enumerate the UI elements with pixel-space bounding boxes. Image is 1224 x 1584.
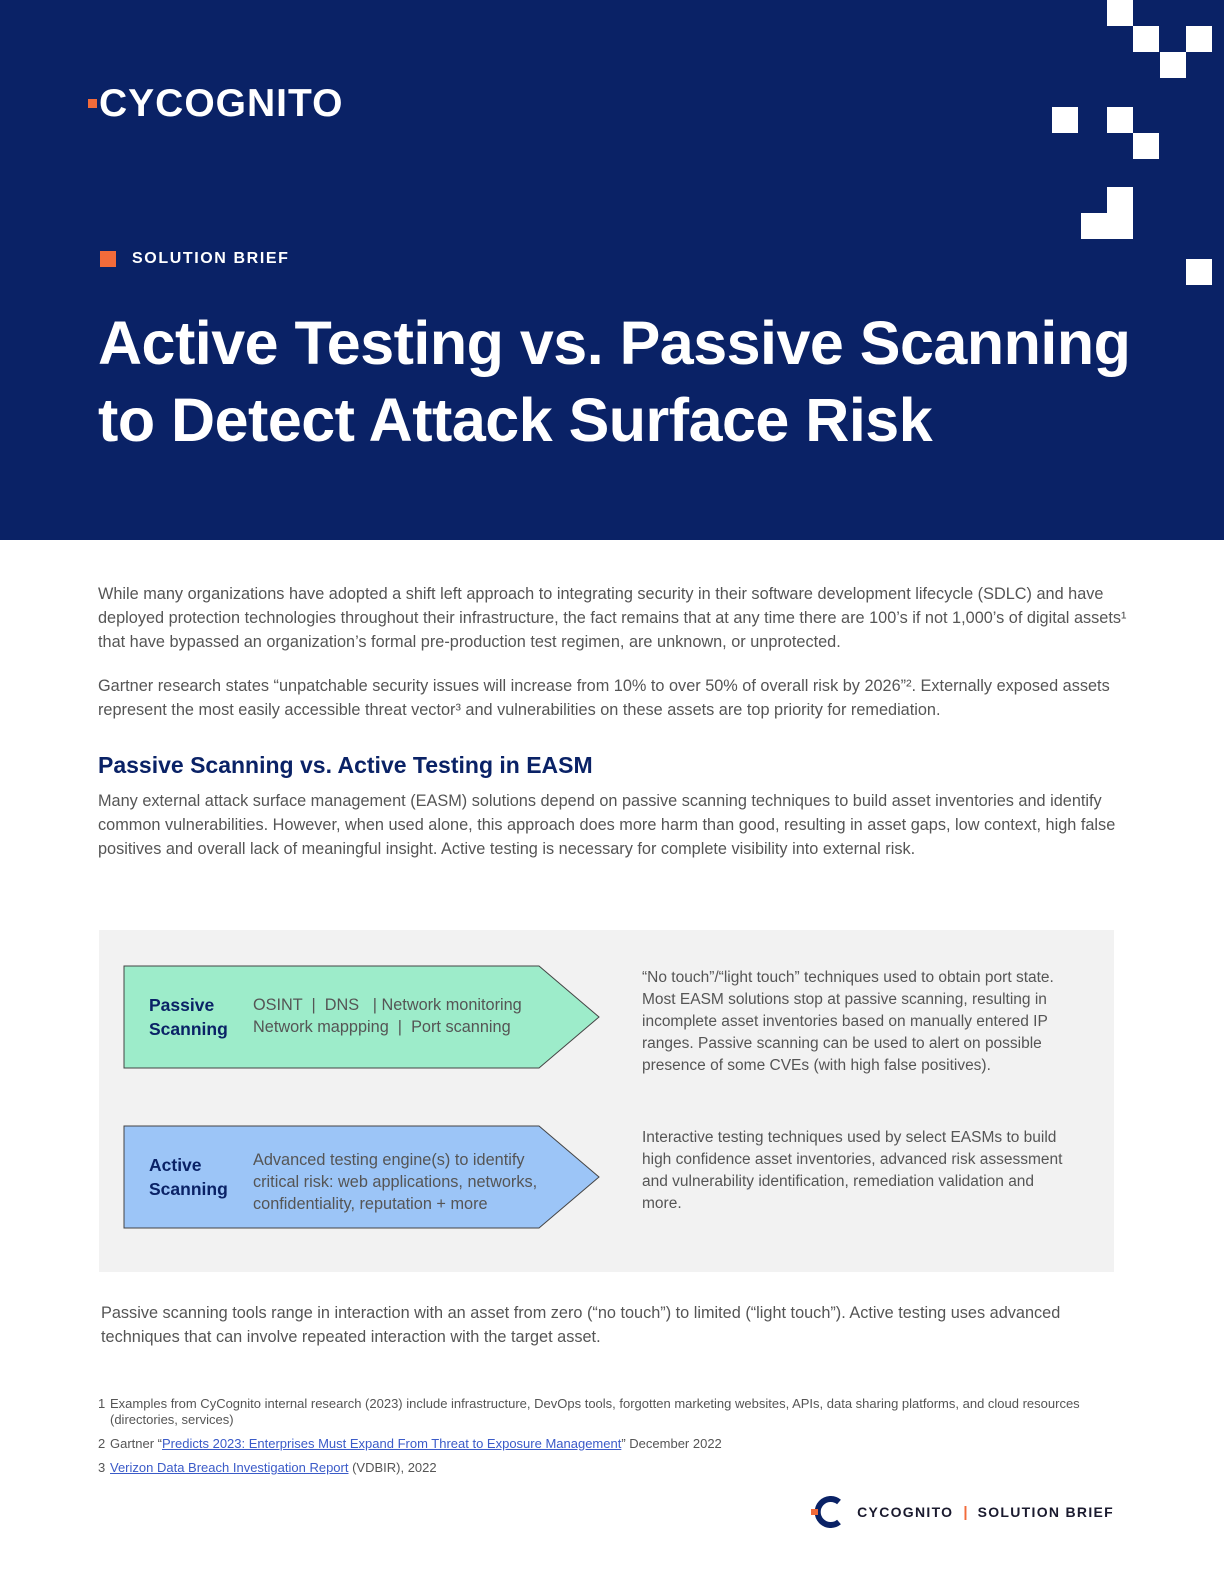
passive-body: [253, 994, 522, 1038]
decor-square: [1186, 26, 1212, 52]
footer-separator: |: [963, 1503, 968, 1521]
footnote-1: [98, 1396, 1128, 1428]
footnote-text: Examples from CyCognito internal research (2023) include infrastructure, DevOps tools, forgotten marketing websites, APIs, data sharing platforms, and cloud resources (directories, services): [110, 1396, 1080, 1427]
title-line-1: Active Testing vs. Passive Scanning: [98, 309, 1131, 377]
active-body-line-2: critical risk: web applications, networks,: [253, 1173, 538, 1191]
active-body-line-3: confidentiality, reputation + more: [253, 1195, 488, 1213]
decor-square: [1107, 187, 1133, 213]
decor-square: [1107, 107, 1133, 133]
active-body-line-1: Advanced testing engine(s) to identify: [253, 1151, 525, 1169]
logo: [88, 84, 343, 124]
decor-square: [1160, 52, 1186, 78]
footnote-link[interactable]: Predicts 2023: Enterprises Must Expand From Threat to Exposure Management: [162, 1436, 622, 1451]
footnote-3: [98, 1460, 1128, 1476]
decor-square: [1052, 107, 1078, 133]
footnote-suffix: (VDBIR), 2022: [348, 1460, 437, 1475]
section-heading: Passive Scanning vs. Active Testing in EASM: [98, 752, 593, 778]
intro-paragraph-1: While many organizations have adopted a shift left approach to integrating security in their software development lifecycle (SDLC) and have deployed protection technologies throughout their infrastructure, the fact remains that at any time there are 100’s if not 1,000’s of digital assets¹ that have bypassed an organization’s formal pre-production test regimen, are unknown, or unprotected.: [98, 585, 1127, 651]
footnote-number: 3: [98, 1460, 106, 1475]
decor-square: [1081, 213, 1133, 239]
active-label-line-2: Scanning: [149, 1179, 228, 1199]
passive-description: “No touch”/“light touch” techniques used to obtain port state. Most EASM solutions stop at passive scanning, resulting in incomplete asset inventories based on manually entered IP ranges. Passive scanning can be used to alert on possible presence of some CVEs (with high false positives).: [642, 969, 1054, 1074]
footnote-number: 1: [98, 1396, 106, 1411]
footnote-2: [98, 1436, 1128, 1452]
decor-square: [1133, 26, 1159, 52]
logo-text: CYCOGNITO: [99, 82, 344, 125]
footnote-link[interactable]: Verizon Data Breach Investigation Report: [110, 1460, 349, 1475]
active-label: [149, 1153, 228, 1201]
footnote-suffix: ” December 2022: [621, 1436, 722, 1451]
footnote-number: 2: [98, 1436, 106, 1451]
passive-body-line-1: OSINT | DNS | Network monitoring: [253, 996, 522, 1014]
summary-paragraph: Passive scanning tools range in interaction with an asset from zero (“no touch”) to limited (“light touch”). Active testing uses advanced techniques that can involve repeated interaction with the target asset.: [101, 1304, 1061, 1346]
footer-logo-icon: [811, 1496, 845, 1528]
footer: [811, 1496, 1114, 1528]
active-label-line-1: Active: [149, 1155, 202, 1175]
comparison-panel: [99, 930, 1114, 1272]
eyebrow-label: SOLUTION BRIEF: [132, 250, 290, 267]
page-title: [98, 305, 1148, 459]
footnotes: [98, 1396, 1128, 1484]
title-line-2: to Detect Attack Surface Risk: [98, 386, 933, 454]
decor-square: [1186, 259, 1212, 285]
decor-square: [1107, 0, 1133, 26]
hero-banner: [0, 0, 1224, 540]
decor-square: [1133, 133, 1159, 159]
passive-arrow: [123, 965, 601, 1069]
section-body: Many external attack surface management (EASM) solutions depend on passive scanning techniques to build asset inventories and identify common vulnerabilities. However, when used alone, this approach does more harm than good, resulting in asset gaps, low context, high false positives and overall lack of meaningful insight. Active testing is necessary for complete visibility into external risk.: [98, 792, 1116, 858]
active-arrow: [123, 1125, 601, 1229]
footer-brand: CYCOGNITO: [857, 1504, 954, 1520]
passive-label: [149, 993, 228, 1041]
active-description: Interactive testing techniques used by select EASMs to build high confidence asset inventories, advanced risk assessment and vulnerability identification, remediation validation and more.: [642, 1129, 1063, 1212]
logo-mark: [88, 99, 97, 108]
active-body: [253, 1149, 537, 1215]
eyebrow-square: [100, 251, 116, 267]
passive-body-line-2: Network mappping | Port scanning: [253, 1018, 511, 1036]
passive-label-line-2: Scanning: [149, 1019, 228, 1039]
eyebrow: [100, 250, 290, 268]
footer-label: SOLUTION BRIEF: [977, 1504, 1114, 1520]
passive-label-line-1: Passive: [149, 995, 215, 1015]
footnote-prefix: Gartner “: [110, 1436, 163, 1451]
intro-paragraph-2: Gartner research states “unpatchable security issues will increase from 10% to over 50% of overall risk by 2026”². Externally exposed assets represent the most easily accessible threat vector³ and vulnerabilities on these assets are top priority for remediation.: [98, 677, 1110, 719]
